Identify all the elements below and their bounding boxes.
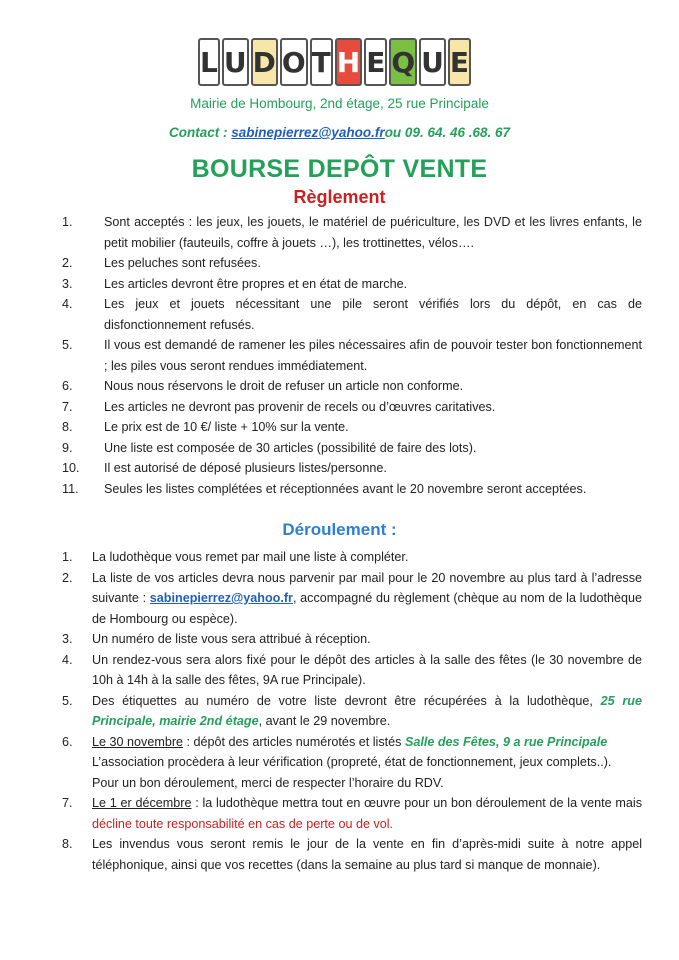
list-item: [62, 691, 642, 732]
item-number: 7.: [62, 399, 73, 414]
list-item: [62, 253, 642, 274]
item-number: 2.: [62, 256, 73, 270]
address-line: Mairie de Hombourg, 2nd étage, 25 rue Principale: [190, 96, 489, 111]
contact-phone: ou 09. 64. 46 .68. 67: [384, 125, 511, 140]
section-title-reglement: Règlement: [293, 187, 386, 207]
item-number: 1.: [62, 550, 73, 564]
logo-tile: U: [222, 38, 249, 86]
list-item: [62, 547, 642, 568]
item-number: 4.: [62, 297, 73, 311]
item-number: 7.: [62, 796, 73, 810]
list-item: [62, 793, 642, 834]
item-text: Le prix est de 10 €/ liste + 10% sur la vente.: [104, 420, 349, 434]
item-text: Les invendus vous seront remis le jour de la vente en fin d’après-midi suite à notre appel téléphonique, ainsi que vos recettes (dans la semaine au plus tard si manque de monnaie).: [92, 837, 642, 872]
contact-email-link[interactable]: sabinepierrez@yahoo.fr: [231, 125, 385, 140]
rules-list: [62, 212, 642, 499]
email-link[interactable]: sabinepierrez@yahoo.fr: [149, 591, 293, 605]
item-text: Il vous est demandé de ramener les piles nécessaires afin de pouvoir tester bon fonctionnement ; les piles vous seront rendues immédiatement.: [104, 338, 642, 373]
logo-tile: L: [198, 38, 220, 86]
ludotheque-logo: [198, 38, 470, 86]
item-text: Un numéro de liste vous sera attribué à réception.: [92, 632, 371, 646]
list-item: [62, 834, 642, 875]
item-number: 10.: [62, 461, 80, 475]
item-text: Une liste est composée de 30 articles (possibilité de faire des lots).: [104, 440, 477, 455]
item-text: Seules les listes complétées et réceptionnées avant le 20 novembre seront acceptées.: [104, 481, 587, 496]
item-number: 5.: [62, 693, 73, 708]
list-item: [62, 294, 642, 335]
item-number: 11.: [62, 481, 79, 496]
logo-tile: D: [251, 38, 278, 86]
logo-tile: Q: [389, 38, 417, 86]
list-item: [62, 438, 642, 459]
item-number: 6.: [62, 734, 73, 749]
item-text: Le 1 er décembre : la ludothèque mettra tout en œuvre pour un bon déroulement de la vente mais décline toute responsabilité en cas de perte ou de vol.: [92, 796, 642, 831]
list-item: [62, 397, 642, 418]
item-text: Des étiquettes au numéro de votre liste devront être récupérées à la ludothèque, 25 rue Principale, mairie 2nd étage, avant le 29 novembre.: [92, 693, 642, 728]
list-item: [62, 650, 642, 691]
item-number: 1.: [62, 215, 73, 229]
list-item: [62, 458, 642, 479]
item-text: La ludothèque vous remet par mail une liste à compléter.: [92, 550, 409, 564]
item-text: La liste de vos articles devra nous parvenir par mail pour le 20 novembre au plus tard à l’adresse suivante : sabinepierrez@yahoo.fr, accompagné du règlement (chèque au nom de la ludothèque de Hombourg ou espèce).: [92, 570, 642, 626]
contact-line: [0, 125, 679, 140]
item-number: 8.: [62, 837, 73, 851]
list-item: [62, 479, 642, 500]
item-text: Le 30 novembre : dépôt des articles numérotés et listés Salle des Fêtes, 9 a rue Principale L’association procèdera à leur vérification (propreté, état de fonctionnement, jeux complets..). Pour un bon déroulement, merci de respecter l’horaire du RDV.: [92, 734, 612, 790]
list-item: [62, 335, 642, 376]
item-number: 3.: [62, 632, 73, 646]
list-item: [62, 274, 642, 295]
item-text: Il est autorisé de déposé plusieurs listes/personne.: [104, 461, 387, 475]
item-text: Les articles devront être propres et en état de marche.: [104, 276, 408, 291]
item-text: Sont acceptés : les jeux, les jouets, le matériel de puériculture, les DVD et les livres enfants, le petit mobilier (fauteuils, coffre à jouets …), les trottinettes, vélos….: [104, 215, 642, 250]
logo-tile: E: [448, 38, 471, 86]
list-item: [62, 376, 642, 397]
list-item: [62, 629, 642, 650]
item-text: Les peluches sont refusées.: [104, 256, 261, 270]
item-text: Les jeux et jouets nécessitant une pile seront vérifiés lors du dépôt, en cas de disfonctionnement refusés.: [104, 297, 642, 332]
item-number: 9.: [62, 440, 73, 455]
list-item: [62, 212, 642, 253]
logo-tile: O: [280, 38, 308, 86]
page-title: BOURSE DEPÔT VENTE: [191, 155, 488, 183]
item-number: 3.: [62, 276, 73, 291]
item-number: 2.: [62, 570, 73, 585]
section-title-deroulement: Déroulement :: [282, 520, 397, 539]
logo-tile: E: [364, 38, 387, 86]
logo-tile: U: [419, 38, 446, 86]
logo-tile: T: [310, 38, 333, 86]
item-number: 8.: [62, 420, 73, 434]
list-item: [62, 732, 642, 794]
item-text: Un rendez-vous sera alors fixé pour le dépôt des articles à la salle des fêtes (le 30 novembre de 10h à 14h à la salle des fêtes, 9A rue Principale).: [92, 652, 642, 687]
steps-list: [62, 547, 642, 875]
list-item: [62, 568, 642, 630]
logo-tile: H: [335, 38, 362, 86]
item-text: Les articles ne devront pas provenir de recels ou d’œuvres caritatives.: [104, 399, 496, 414]
item-number: 6.: [62, 379, 73, 393]
item-number: 4.: [62, 652, 73, 667]
list-item: [62, 417, 642, 438]
item-number: 5.: [62, 338, 73, 352]
contact-label: Contact :: [168, 125, 232, 140]
item-text: Nous nous réservons le droit de refuser un article non conforme.: [104, 379, 464, 393]
